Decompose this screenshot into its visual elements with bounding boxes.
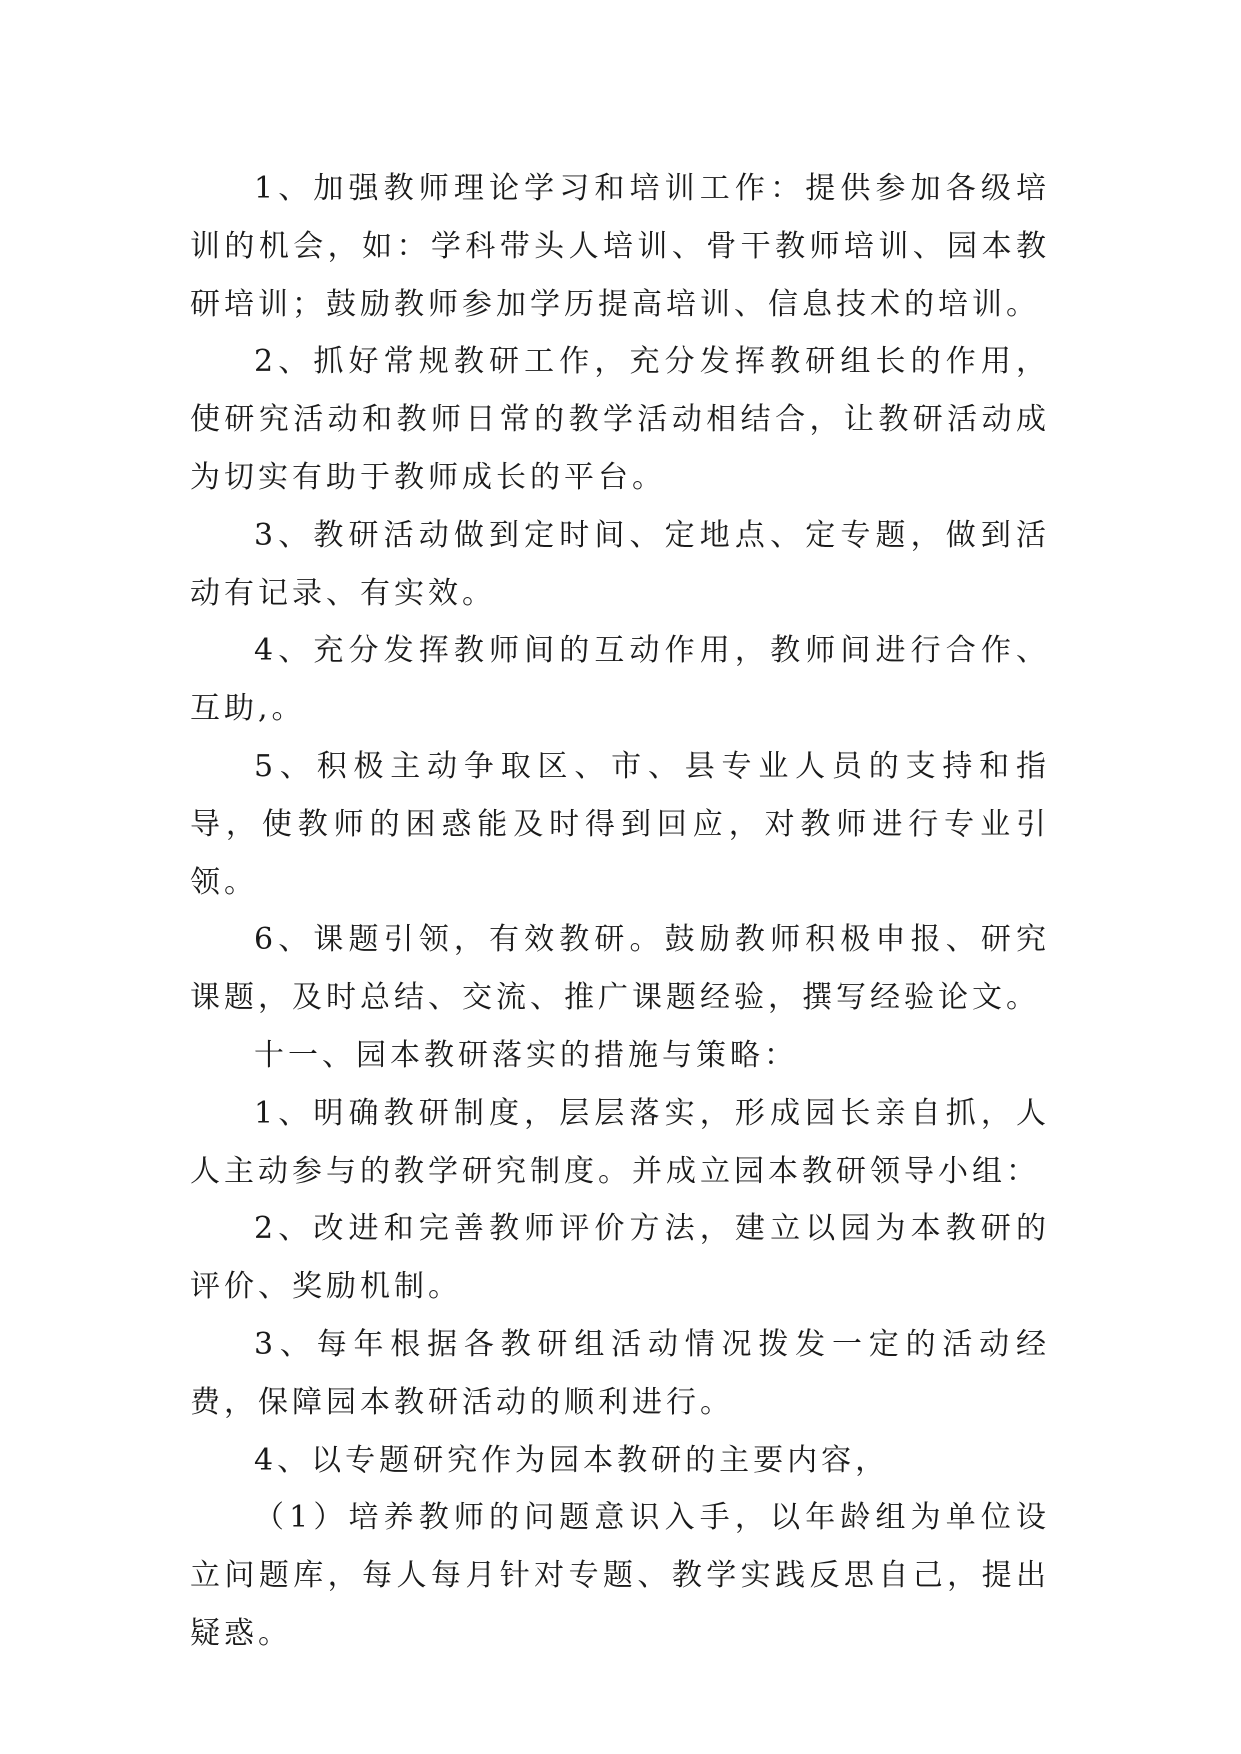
paragraph-7: 1、明确教研制度，层层落实，形成园长亲自抓，人人主动参与的教学研究制度。并成立园本教研领导小组： bbox=[190, 1095, 1050, 1189]
paragraph-1: 1、加强教师理论学习和培训工作：提供参加各级培训的机会，如：学科带头人培训、骨干教师培训、园本教研培训；鼓励教师参加学历提高培训、信息技术的培训。 bbox=[190, 171, 1050, 322]
paragraph-10: 4、以专题研究作为园本教研的主要内容， bbox=[254, 1442, 890, 1478]
paragraph-4: 4、充分发挥教师间的互动作用，教师间进行合作、互助,。 bbox=[190, 633, 1050, 727]
document-body bbox=[190, 160, 1050, 1663]
paragraph-8: 2、改进和完善教师评价方法，建立以园为本教研的评价、奖励机制。 bbox=[190, 1211, 1050, 1305]
paragraph-2: 2、抓好常规教研工作，充分发挥教研组长的作用，使研究活动和教师日常的教学活动相结合，让教研活动成为切实有助于教师成长的平台。 bbox=[190, 344, 1050, 495]
paragraph-5: 5、积极主动争取区、市、县专业人员的支持和指导，使教师的困惑能及时得到回应，对教师进行专业引领。 bbox=[190, 748, 1050, 900]
paragraph-6: 6、课题引领，有效教研。鼓励教师积极申报、研究课题，及时总结、交流、推广课题经验，撰写经验论文。 bbox=[190, 922, 1050, 1016]
paragraph-11: （1）培养教师的问题意识入手，以年龄组为单位设立问题库，每人每月针对专题、教学实践反思自己，提出疑惑。 bbox=[190, 1500, 1050, 1651]
paragraph-9: 3、每年根据各教研组活动情况拨发一定的活动经费，保障园本教研活动的顺利进行。 bbox=[190, 1326, 1050, 1420]
paragraph-3: 3、教研活动做到定时间、定地点、定专题，做到活动有记录、有实效。 bbox=[190, 517, 1050, 611]
section-heading-11: 十一、园本教研落实的措施与策略： bbox=[254, 1037, 798, 1073]
